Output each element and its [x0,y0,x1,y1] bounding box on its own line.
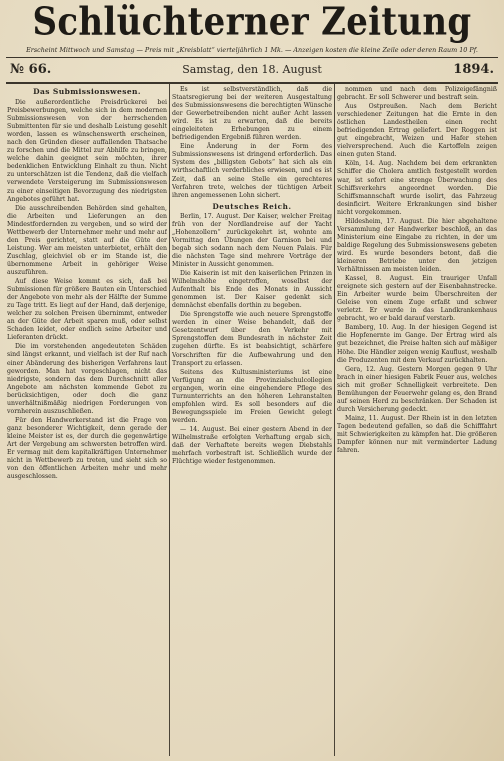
article-paragraph: Bamberg, 10. Aug. In der hiesigen Gegend ist die Hopfenernte im Gange. Der Ertrag wird als gut bezeichnet, die Preise halten sich auf mäßiger Höhe. Die Händler zeigen wenig Kauflust, weshalb die Produzenten mit dem Verkauf zurückhalten. [337,324,497,364]
column-3 [337,86,497,754]
issue-year: 1894. [453,62,494,77]
issue-bar [8,60,496,80]
column-2 [172,86,332,754]
section-heading: Deutsches Reich. [212,201,292,211]
article-paragraph: Es ist selbstverständlich, daß die Staatsregierung bei der weiteren Ausgestaltung des Submissionswesens die berechtigten Wünsche der Gewerbetreibenden nicht außer Acht lassen wird. Es ist zu erwarten, daß die bereits eingeleiteten Erhebungen zu einem befriedigenden Ergebniß führen werden. [172,86,332,142]
article-paragraph: Die Sprengstoffe wie auch neuere Sprengstoffe werden in einer Weise behandelt, daß der Gesetzentwurf über den Verkehr mit Sprengstoffen dem Bundesrath in nächster Zeit zugehen dürfte. Es ist beabsichtigt, schärfere Vorschriften für die Aufbewahrung und den Transport zu erlassen. [172,311,332,367]
article-paragraph: Eine Änderung in der Form des Submissionswesens ist dringend erforderlich. Das System des „billigsten Gebots“ hat sich als ein wirthschaftlich verderbliches erwiesen, und es ist Zeit, daß an seine Stelle ein gerechteres Verfahren trete, welches der tüchtigen Arbeit ihren angemessenen Lohn sichert. [172,143,332,199]
article-paragraph: Die ausschreibenden Behörden sind gehalten, die Arbeiten und Lieferungen an den Mindestfordernden zu vergeben, und so wird der Wettbewerb der Unternehmer mehr und mehr auf den Preis gerichtet, statt auf die Güte der Leistung. Wer am meisten unterbietet, erhält den Zuschlag, gleichviel ob er im Stande ist, die übernommene Arbeit in gehöriger Weise auszuführen. [7,204,167,276]
article-paragraph: Auf diese Weise kommt es sich, daß bei Submissionen für größere Bauten ein Unterschied der Angebote von mehr als der Hälfte der Summe zu Tage tritt. Es liegt auf der Hand, daß derjenige, welcher zu solchen Preisen übernimmt, entweder an der Güte der Arbeit sparen muß, oder selbst Schaden leidet, oder endlich seine Arbeiter und Lieferanten drückt. [7,278,167,342]
article-paragraph: Die außerordentliche Preisdrückerei bei Preisbewerbungen, welche sich in dem modernen Submissionswesen von der herrschenden Submittenten für sie und deshalb Leistung gesehlt worden, lassen es wünschenswerth erscheinen, nach den Gründen dieser auffallenden Thatsache zu forschen und die Mittel zur Abhilfe zu bringen, welche dahin geeignet sein möchten, ihrer bedenklichen Entwicklung Einhalt zu thun. Nicht zu unterschätzen ist die Tendenz, daß die vielfach verwendete Versteigerung im Submissionswesen zu einer einseitigen Bevorzugung des niedrigsten Angebotes geführt hat. [7,99,167,203]
article-paragraph: Berlin, 17. August. Der Kaiser, welcher Freitag früh von der Nordlandreise auf der Yacht „Hohenzollern“ zurückgekehrt ist, wohnte am Vormittag den Übungen der Garnison bei und begab sich sodann nach dem Neuen Palais. Für die nächsten Tage sind mehrere Vorträge der Minister in Aussicht genommen. [172,212,332,268]
bottom-rule [6,82,498,84]
issue-date: Samstag, den 18. August [182,63,322,76]
newspaper-masthead: Schlüchterner Zeitung [32,0,472,45]
article-paragraph: Seitens des Kultusministeriums ist eine Verfügung an die Provinzialschulcollegien ergangen, worin eine eingehendere Pflege des Turnunterrichts an den höheren Lehranstalten empfohlen wird. Es soll besonders auf die Bewegungsspiele im Freien Gewicht gelegt werden. [172,368,332,424]
column-divider [334,84,335,756]
article-paragraph: Aus Ostpreußen. Nach dem Bericht verschiedener Zeitungen hat die Ernte in den östlichen Landestheilen einen recht befriedigenden Ertrag geliefert. Der Roggen ist gut eingebracht, Weizen und Hafer stehen vielversprechend. Auch die Kartoffeln zeigen einen guten Stand. [337,103,497,159]
article-paragraph: Für den Handwerkerstand ist die Frage von ganz besonderer Wichtigkeit, denn gerade der kleine Meister ist es, der durch die gegenwärtige Art der Vergebung am schwersten betroffen wird. Er vermag mit dem kapitalkräftigen Unternehmer nicht in Wettbewerb zu treten, und sieht sich so von den öffentlichen Arbeiten mehr und mehr ausgeschlossen. [7,416,167,481]
article-heading: Das Submissionswesen. [33,87,141,96]
article-paragraph: Kassel, 8. August. Ein trauriger Unfall ereignete sich gestern auf der Eisenbahnstrecke. Ein Arbeiter wurde beim Überschreiten der Geleise von einem Zuge erfaßt und schwer verletzt. Er wurde in das Landkrankenhaus gebracht, wo er bald darauf verstarb. [337,275,497,323]
column-divider [169,84,170,756]
top-rule [6,57,498,58]
column-1 [7,86,167,754]
issue-number: № 66. [10,62,52,77]
article-paragraph: Die Kaiserin ist mit den kaiserlichen Prinzen in Wilhelmshöhe eingetroffen, woselbst der Aufenthalt bis Ende des Monats in Aussicht genommen ist. Der Kaiser gedenkt sich demnächst ebenfalls dorthin zu begeben. [172,270,332,310]
article-paragraph: Die im vorstehenden angedeuteten Schäden sind längst erkannt, und vielfach ist der Ruf nach einer Abänderung des bisherigen Verfahrens laut geworden. Man hat vorgeschlagen, nicht das niedrigste, sondern das dem Durchschnitt aller Angebote am nächsten kommende Gebot zu berücksichtigen, oder doch die ganz unverhältnißmäßig niedrigen Forderungen von vornherein auszuschließen. [7,343,167,415]
article-paragraph: Gera, 12. Aug. Gestern Morgen gegen 9 Uhr brach in einer hiesigen Fabrik Feuer aus, welches sich mit großer Schnelligkeit verbreitete. Den Bemühungen der Feuerwehr gelang es, den Brand auf seinen Herd zu beschränken. Der Schaden ist durch Versicherung gedeckt. [337,365,497,413]
article-paragraph: Hildesheim, 17. August. Die hier abgehaltene Versammlung der Handwerker beschloß, an das Ministerium eine Eingabe zu richten, in der um baldige Regelung des Submissionswesens gebeten wird. Es wurde besonders betont, daß die kleineren Betriebe unter den jetzigen Verhältnissen am meisten leiden. [337,217,497,274]
article-paragraph: Mainz, 11. August. Der Rhein ist in den letzten Tagen bedeutend gefallen, so daß die Schifffahrt mit Schwierigkeiten zu kämpfen hat. Die größeren Dampfer können nur mit verminderter Ladung fahren. [337,414,497,455]
subscription-line: Erscheint Mittwoch und Samstag — Preis mit „Kreisblatt“ vierteljährlich 1 Mk. — Anzeigen kosten die kleine Zeile oder deren Raum 10 Pf. [26,46,478,54]
article-paragraph: Köln, 14. Aug. Nachdem bei dem erkrankten Schiffer die Cholera amtlich festgestellt worden war, ist sofort eine strenge Überwachung des Schiffsverkehrs angeordnet worden. Die Schiffsmannschaft wurde isolirt, das Fahrzeug desinficirt. Weitere Erkrankungen sind bisher nicht vorgekommen. [337,160,497,216]
article-paragraph: nommen und nach dem Polizeigefängniß gebracht. Er soll Schwerer und bestraft sein. [337,86,497,102]
article-paragraph: — 14. August. Bei einer gestern Abend in der Wilhelmstraße erfolgten Verhaftung ergab sich, daß der Verhaftete bereits wegen Diebstahls mehrfach vorbestraft ist. Schließlich wurde der Flüchtige wieder festgenommen. [172,425,332,466]
